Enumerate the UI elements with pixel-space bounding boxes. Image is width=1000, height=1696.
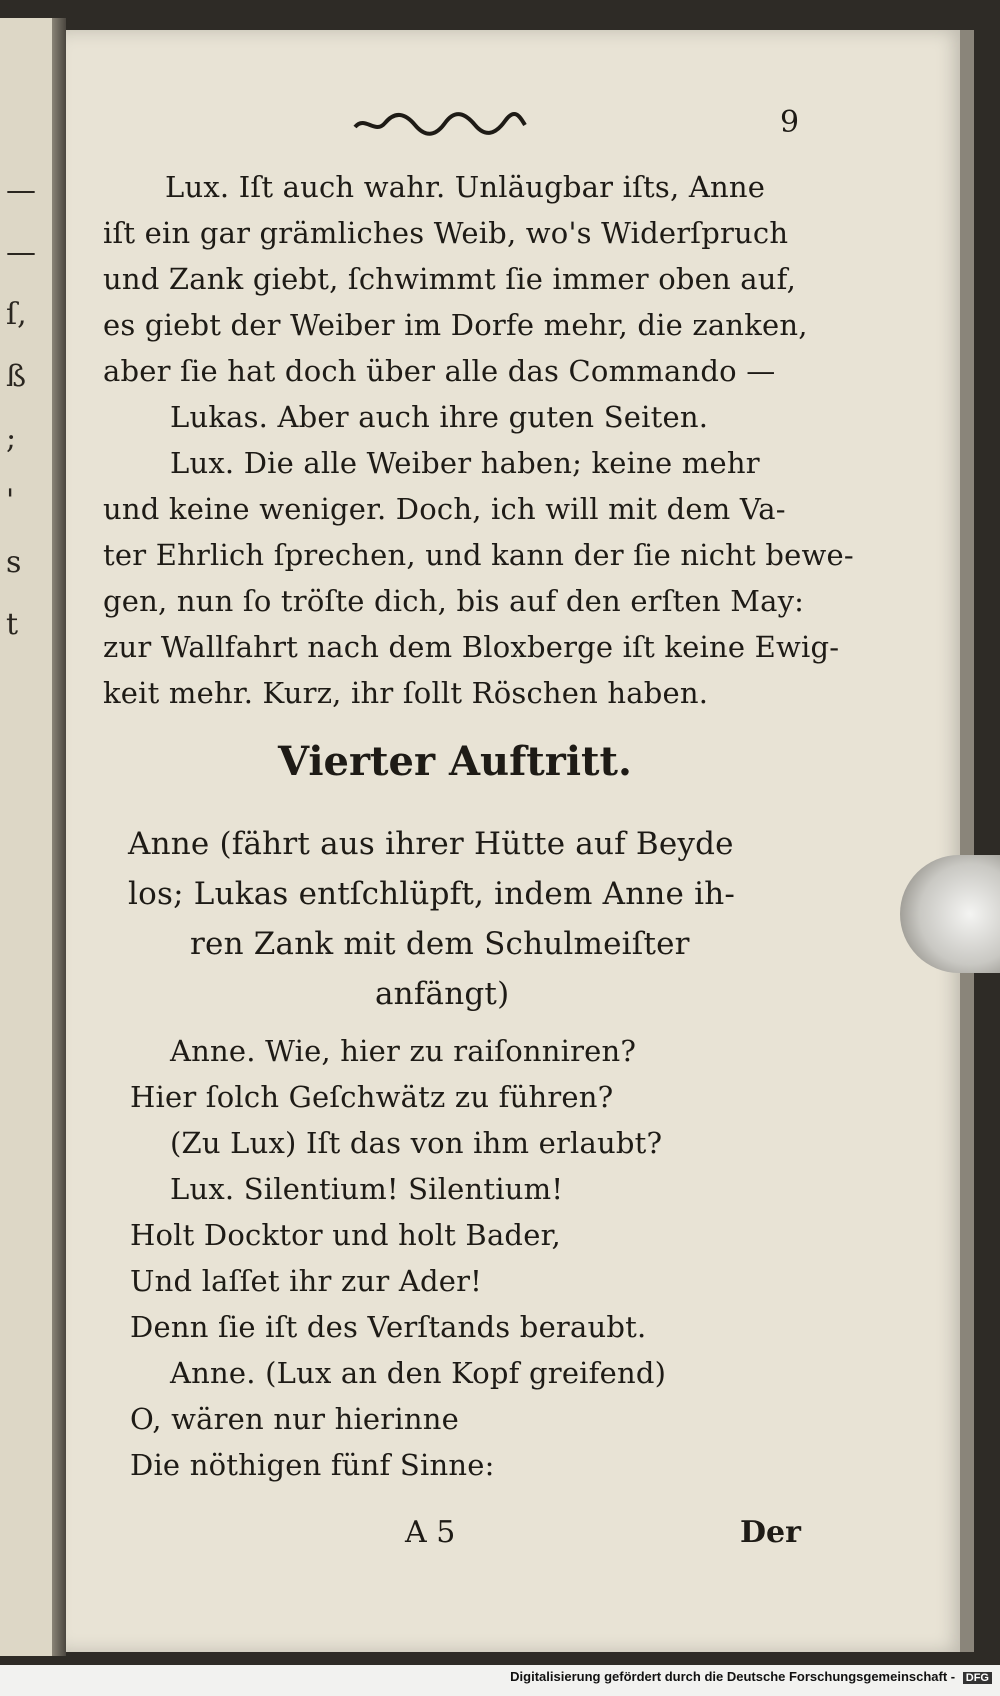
left-mark: — [6, 235, 36, 270]
text-line: aber ſie hat doch über alle das Commando — [103, 354, 776, 388]
stage-direction-line: ren Zank mit dem Schulmeiſter [190, 926, 690, 962]
text-line: keit mehr. Kurz, ihr ſollt Röschen haben. [103, 676, 709, 710]
verse-line: (Zu Lux) Iſt das von ihm erlaubt? [170, 1126, 663, 1160]
stage-direction-line: anfängt) [375, 976, 510, 1012]
signature-mark: A 5 [405, 1515, 456, 1550]
left-mark: s [6, 545, 22, 580]
text-line: es giebt der Weiber im Dorfe mehr, die zanken, [103, 308, 808, 342]
verse-line: Anne. Wie, hier zu raiſonniren? [170, 1034, 637, 1068]
left-mark: — [6, 173, 36, 208]
verse-line: O, wären nur hierinne [130, 1402, 459, 1436]
credit-text: Digitalisierung gefördert durch die Deutsche Forschungsgemeinschaft - [510, 1669, 956, 1684]
text-line: ter Ehrlich ſprechen, und kann der ſie nicht bewe- [103, 538, 854, 572]
text-line: zur Wallfahrt nach dem Bloxberge iſt keine Ewig- [103, 630, 840, 664]
text-line: iſt ein gar grämliches Weib, wo's Widerſpruch [103, 216, 789, 250]
stage-direction-line: los; Lukas entſchlüpft, indem Anne ih- [128, 876, 736, 912]
left-mark: ſ, [6, 297, 27, 332]
left-mark: t [6, 607, 19, 642]
text-line: gen, nun ſo tröſte dich, bis auf den erſten May: [103, 584, 805, 618]
text-line: und keine weniger. Doch, ich will mit dem Va- [103, 492, 786, 526]
verse-line: Holt Docktor und holt Bader, [130, 1218, 561, 1252]
text-line: Lukas. Aber auch ihre guten Seiten. [170, 400, 709, 434]
dfg-logo: DFG [963, 1672, 992, 1684]
verse-line: Hier ſolch Geſchwätz zu führen? [130, 1080, 614, 1114]
verse-line: Anne. (Lux an den Kopf greifend) [170, 1356, 667, 1390]
verse-line: Und laſſet ihr zur Ader! [130, 1264, 483, 1298]
text-line: Lux. Die alle Weiber haben; keine mehr [170, 446, 760, 480]
ornament-icon [350, 105, 530, 141]
left-mark: ß [6, 359, 27, 394]
stage-direction-line: Anne (fährt aus ihrer Hütte auf Beyde [128, 826, 734, 862]
verse-line: Lux. Silentium! Silentium! [170, 1172, 564, 1206]
scene-heading: Vierter Auftritt. [278, 738, 632, 785]
text-line: Lux. Iſt auch wahr. Unläugbar iſts, Anne [165, 170, 766, 204]
page-number: 9 [780, 105, 800, 140]
verse-line: Denn ſie iſt des Verſtands beraubt. [130, 1310, 647, 1344]
catchword: Der [740, 1515, 801, 1550]
verse-line: Die nöthigen fünf Sinne: [130, 1448, 495, 1482]
left-mark: ' [6, 483, 15, 518]
text-line: und Zank giebt, ſchwimmt ſie immer oben auf, [103, 262, 796, 296]
digitization-credit [510, 1669, 992, 1684]
left-mark: ; [6, 421, 17, 456]
